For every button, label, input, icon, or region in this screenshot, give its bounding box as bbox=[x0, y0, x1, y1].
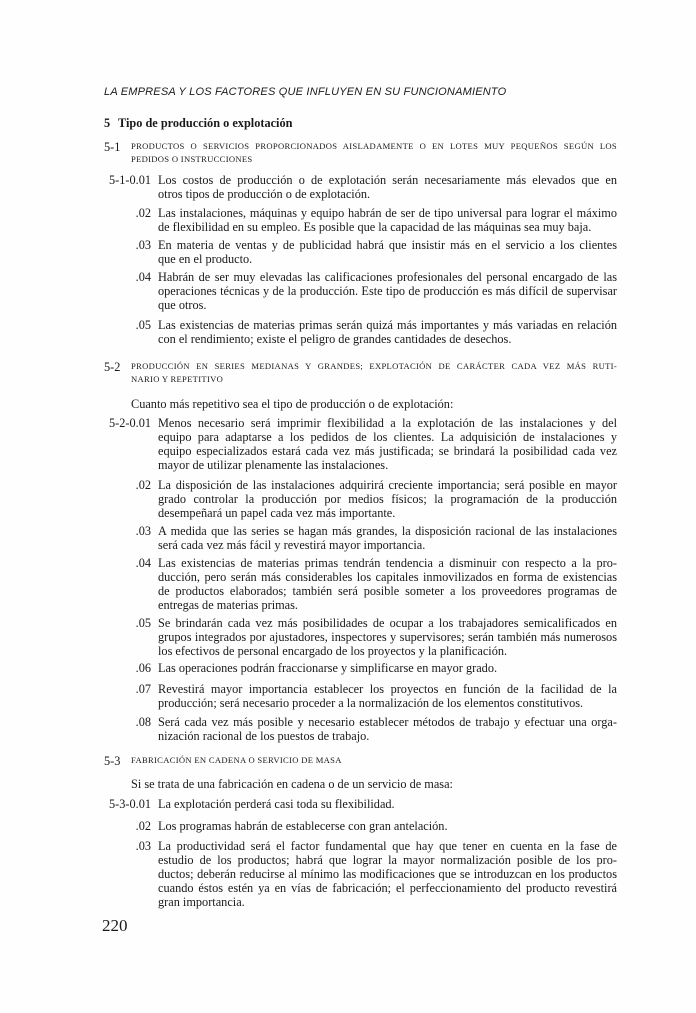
paragraph-text bbox=[158, 173, 617, 201]
section-number: 5 bbox=[104, 116, 111, 130]
text-line: Menos necesario será imprimir flexibilidad a la explotación de las instalaciones y del bbox=[158, 416, 617, 430]
text-line: otros tipos de producción o de explotación. bbox=[158, 187, 371, 201]
text-line: ductos; deberán reducirse al mínimo las modificaciones que se introduzcan en los productos bbox=[158, 867, 617, 881]
text-line: grupos integrados por ajustadores, inspectores y supervisores; serán también más numerosos bbox=[158, 630, 617, 644]
paragraph-text bbox=[131, 397, 617, 411]
text-line: que en el producto. bbox=[158, 252, 253, 266]
text-line: grado controlar la producción por medios físicos; la programación de la producción bbox=[158, 492, 617, 506]
text-line: NARIO Y REPETITIVO bbox=[131, 374, 224, 384]
text-line: Las existencias de materias primas tendrán tendencia a disminuir con respecto a la pro- bbox=[158, 556, 617, 570]
text-line: FABRICACIÓN EN CADENA O SERVICIO DE MASA bbox=[131, 755, 342, 765]
paragraph-number: .03 bbox=[135, 839, 151, 853]
text-line: PEDIDOS O INSTRUCCIONES bbox=[131, 154, 253, 164]
text-line: cuando éstos estén ya en vías de fabricación; el perfeccionamiento del producto revestirá bbox=[158, 881, 617, 895]
paragraph-number: .08 bbox=[135, 715, 151, 729]
paragraph-number: .02 bbox=[135, 478, 151, 492]
paragraph-text bbox=[158, 682, 617, 710]
text-line: nización racional de los puestos de trabajo. bbox=[158, 729, 370, 743]
paragraph-number: 5-3-0.01 bbox=[108, 797, 151, 811]
text-line: mayor de utilizar plenamente las instalaciones. bbox=[158, 458, 389, 472]
text-line: operaciones técnicas y de la producción. Este tipo de producción es más difícil de supervisar bbox=[158, 284, 617, 298]
text-line: La explotación perderá casi toda su flexibilidad. bbox=[158, 797, 395, 811]
text-line: de flexibilidad en su empleo. Es posible que la capacidad de las máquinas sea muy baja. bbox=[158, 220, 592, 234]
paragraph-text bbox=[158, 616, 617, 658]
text-line: Las operaciones podrán fraccionarse y simplificarse en mayor grado. bbox=[158, 661, 498, 675]
text-line: de productos elaborados; también será posible someter a los proveedores programas de bbox=[158, 584, 617, 598]
paragraph-text bbox=[158, 819, 617, 833]
text-line: Los costos de producción o de explotación serán necesariamente más elevados que en bbox=[158, 173, 617, 187]
text-line: desempeñará un papel cada vez más importante. bbox=[158, 506, 396, 520]
text-line: A medida que las series se hagan más grandes, la disposición racional de las instalaciones bbox=[158, 524, 617, 538]
text-line: los efectivos de personal encargado de los proyectos y la planificación. bbox=[158, 644, 508, 658]
text-line: La productividad será el factor fundamental que hay que tener en cuenta en la fase de bbox=[158, 839, 617, 853]
paragraph-number: .02 bbox=[135, 206, 151, 220]
paragraph-text bbox=[158, 524, 617, 552]
paragraph-text bbox=[158, 661, 617, 675]
paragraph-number: 5-2-0.01 bbox=[108, 416, 151, 430]
text-line: En materia de ventas y de publicidad habrá que insistir más en el servicio a los clientes bbox=[158, 238, 617, 252]
text-line: Cuanto más repetitivo sea el tipo de producción o de explotación: bbox=[131, 397, 454, 411]
paragraph-text bbox=[131, 140, 617, 166]
text-line: Será cada vez más posible y necesario establecer métodos de trabajo y efectuar una orga- bbox=[158, 715, 617, 729]
text-line: La disposición de las instalaciones adquirirá creciente importancia; será posible en mayor bbox=[158, 478, 617, 492]
paragraph-number: .07 bbox=[135, 682, 151, 696]
text-line: Si se trata de una fabricación en cadena o de un servicio de masa: bbox=[131, 777, 453, 791]
text-line: Las instalaciones, máquinas y equipo habrán de ser de tipo universal para lograr el máximo bbox=[158, 206, 617, 220]
paragraph-number: .04 bbox=[135, 270, 151, 284]
paragraph-number: .03 bbox=[135, 524, 151, 538]
text-line: ducción, pero serán más considerables los capitales inmovilizados en forma de existencias bbox=[158, 570, 617, 584]
text-line: estudio de los productos; habrá que lograr la mayor normalización posible de los pro- bbox=[158, 853, 617, 867]
text-line: Los programas habrán de establecerse con gran antelación. bbox=[158, 819, 448, 833]
text-line: producción; será necesario proceder a la normalización de los elementos constitutivos. bbox=[158, 696, 584, 710]
text-line: que otros. bbox=[158, 298, 207, 312]
text-line: Revestirá mayor importancia establecer los proyectos en función de la facilidad de la bbox=[158, 682, 617, 696]
paragraph-text bbox=[158, 270, 617, 312]
paragraph-number: 5-1 bbox=[104, 140, 121, 154]
text-line: gran importancia. bbox=[158, 895, 245, 909]
text-line: Las existencias de materias primas serán quizá más importantes y más variadas en relación bbox=[158, 318, 617, 332]
section-title: Tipo de producción o explotación bbox=[118, 116, 293, 130]
paragraph-number: 5-3 bbox=[104, 754, 121, 768]
paragraph-number: .05 bbox=[135, 616, 151, 630]
paragraph-text bbox=[158, 556, 617, 612]
paragraph-number: .03 bbox=[135, 238, 151, 252]
paragraph-number: .02 bbox=[135, 819, 151, 833]
text-line: entregas de materias primas. bbox=[158, 598, 298, 612]
paragraph-text bbox=[158, 478, 617, 520]
paragraph-text bbox=[131, 777, 617, 791]
paragraph-text bbox=[158, 238, 617, 266]
text-line: con el rendimiento; existe el peligro de grandes cantidades de desechos. bbox=[158, 332, 512, 346]
paragraph-number: 5-1-0.01 bbox=[108, 173, 151, 187]
text-line: equipo especializados estará cada vez más justificada; se brindará la posibilidad cada vez bbox=[158, 444, 617, 458]
paragraph-text bbox=[158, 715, 617, 743]
paragraph-number: .06 bbox=[135, 661, 151, 675]
paragraph-text bbox=[158, 206, 617, 234]
paragraph-number: 5-2 bbox=[104, 360, 121, 374]
paragraph-number: .04 bbox=[135, 556, 151, 570]
text-line: Se brindarán cada vez más posibilidades de ocupar a los trabajadores semicalificados en bbox=[158, 616, 617, 630]
running-header: LA EMPRESA Y LOS FACTORES QUE INFLUYEN EN SU FUNCIONAMIENTO bbox=[104, 86, 507, 98]
page-number: 220 bbox=[102, 916, 128, 935]
paragraph-text bbox=[158, 416, 617, 472]
text-line: PRODUCCIÓN EN SERIES MEDIANAS Y GRANDES; EXPLOTACIÓN DE CARÁCTER CADA VEZ MÁS RUTI- bbox=[131, 361, 617, 371]
paragraph-number: .05 bbox=[135, 318, 151, 332]
text-line: PRODUCTOS O SERVICIOS PROPORCIONADOS AISLADAMENTE O EN LOTES MUY PEQUEÑOS SEGÚN LOS bbox=[131, 141, 617, 151]
paragraph-text bbox=[131, 360, 617, 386]
paragraph-text bbox=[158, 839, 617, 909]
paragraph-text bbox=[158, 318, 617, 346]
paragraph-text bbox=[131, 754, 617, 767]
paragraph-text bbox=[158, 797, 617, 811]
text-line: Habrán de ser muy elevadas las calificaciones profesionales del personal encargado de las bbox=[158, 270, 617, 284]
text-line: será cada vez más fácil y revestirá mayor importancia. bbox=[158, 538, 426, 552]
text-line: equipo para adaptarse a los pedidos de los clientes. La adquisición de instalaciones y bbox=[158, 430, 617, 444]
